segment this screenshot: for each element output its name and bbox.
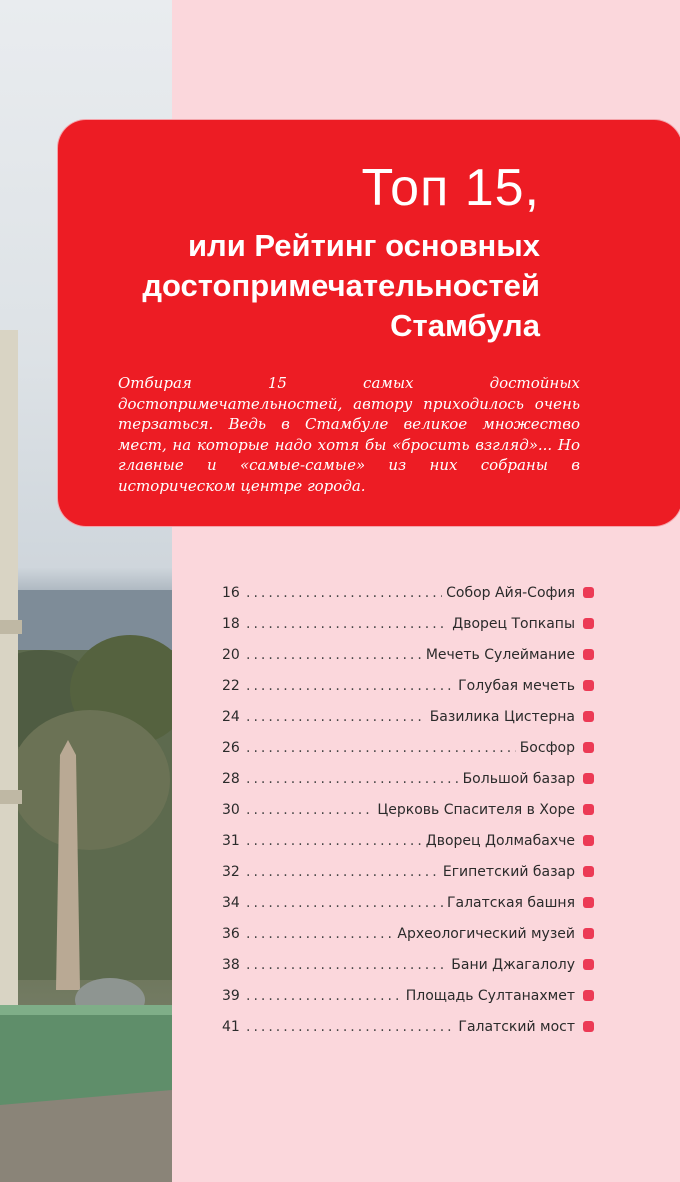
- toc-title: Площадь Султанахмет: [405, 987, 575, 1004]
- toc-page-number: 26: [222, 739, 240, 756]
- dot-leader: [246, 957, 447, 973]
- toc-item[interactable]: [222, 1011, 594, 1042]
- dot-leader: [246, 678, 454, 694]
- dot-leader: [246, 616, 448, 632]
- toc-item[interactable]: [222, 918, 594, 949]
- bullet-square-icon: [583, 618, 594, 629]
- toc-page-number: 34: [222, 894, 240, 911]
- toc-item[interactable]: [222, 577, 594, 608]
- toc-item[interactable]: [222, 856, 594, 887]
- toc-item[interactable]: [222, 670, 594, 701]
- dot-leader: [246, 833, 422, 849]
- toc-page-number: 18: [222, 615, 240, 632]
- toc-title: Большой базар: [462, 770, 575, 787]
- bullet-square-icon: [583, 928, 594, 939]
- table-of-contents: [222, 577, 594, 1042]
- toc-item[interactable]: [222, 763, 594, 794]
- toc-title: Дворец Топкапы: [452, 615, 575, 632]
- toc-title: Дворец Долмабахче: [425, 832, 575, 849]
- toc-title: Базилика Цистерна: [429, 708, 575, 725]
- toc-title: Галатская башня: [446, 894, 575, 911]
- toc-title: Церковь Спасителя в Хоре: [377, 801, 575, 818]
- toc-title: Бани Джагалолу: [451, 956, 575, 973]
- dot-leader: [246, 709, 426, 725]
- toc-title: Мечеть Сулеймание: [425, 646, 575, 663]
- toc-page-number: 39: [222, 987, 240, 1004]
- bullet-square-icon: [583, 866, 594, 877]
- page-subtitle: [20, 226, 540, 346]
- dot-leader: [246, 771, 459, 787]
- toc-item[interactable]: [222, 949, 594, 980]
- subtitle-line: или Рейтинг основных: [187, 228, 540, 263]
- toc-item[interactable]: [222, 701, 594, 732]
- toc-page-number: 38: [222, 956, 240, 973]
- toc-title: Собор Айя-София: [446, 584, 575, 601]
- toc-page-number: 41: [222, 1018, 240, 1035]
- toc-page-number: 20: [222, 646, 240, 663]
- toc-page-number: 16: [222, 584, 240, 601]
- bullet-square-icon: [583, 835, 594, 846]
- toc-item[interactable]: [222, 608, 594, 639]
- bullet-square-icon: [583, 773, 594, 784]
- toc-title: Голубая мечеть: [458, 677, 575, 694]
- toc-page-number: 31: [222, 832, 240, 849]
- dot-leader: [246, 864, 439, 880]
- toc-item[interactable]: [222, 794, 594, 825]
- toc-page-number: 30: [222, 801, 240, 818]
- toc-title: Египетский базар: [442, 863, 575, 880]
- toc-title: Босфор: [519, 739, 575, 756]
- page-title: Топ 15,: [361, 159, 540, 217]
- toc-title: Галатский мост: [458, 1018, 575, 1035]
- dot-leader: [246, 895, 443, 911]
- toc-page-number: 22: [222, 677, 240, 694]
- subtitle-line: достопримечательностей: [142, 268, 540, 303]
- bullet-square-icon: [583, 742, 594, 753]
- toc-title: Археологический музей: [397, 925, 575, 942]
- toc-item[interactable]: [222, 732, 594, 763]
- toc-page-number: 24: [222, 708, 240, 725]
- dot-leader: [246, 585, 442, 601]
- bullet-square-icon: [583, 804, 594, 815]
- dot-leader: [246, 988, 402, 1004]
- toc-item[interactable]: [222, 887, 594, 918]
- toc-item[interactable]: [222, 980, 594, 1011]
- bullet-square-icon: [583, 649, 594, 660]
- toc-page-number: 28: [222, 770, 240, 787]
- subtitle-line: Стамбула: [390, 308, 540, 343]
- dot-leader: [246, 802, 373, 818]
- dot-leader: [246, 647, 422, 663]
- intro-paragraph: Отбирая 15 самых достойных достопримечательностей, автору приходилось очень терзаться. Ведь в Стамбуле великое множество мест, на которые надо хотя бы «бросить взгляд»... Но главные и «самые-самые» из них собраны в историческом центре города.: [118, 374, 580, 495]
- toc-item[interactable]: [222, 639, 594, 670]
- bullet-square-icon: [583, 897, 594, 908]
- bullet-square-icon: [583, 587, 594, 598]
- bullet-square-icon: [583, 990, 594, 1001]
- bullet-square-icon: [583, 711, 594, 722]
- dot-leader: [246, 740, 516, 756]
- toc-page-number: 32: [222, 863, 240, 880]
- toc-page-number: 36: [222, 925, 240, 942]
- bullet-square-icon: [583, 959, 594, 970]
- toc-item[interactable]: [222, 825, 594, 856]
- bullet-square-icon: [583, 680, 594, 691]
- bullet-square-icon: [583, 1021, 594, 1032]
- dot-leader: [246, 926, 393, 942]
- dot-leader: [246, 1019, 454, 1035]
